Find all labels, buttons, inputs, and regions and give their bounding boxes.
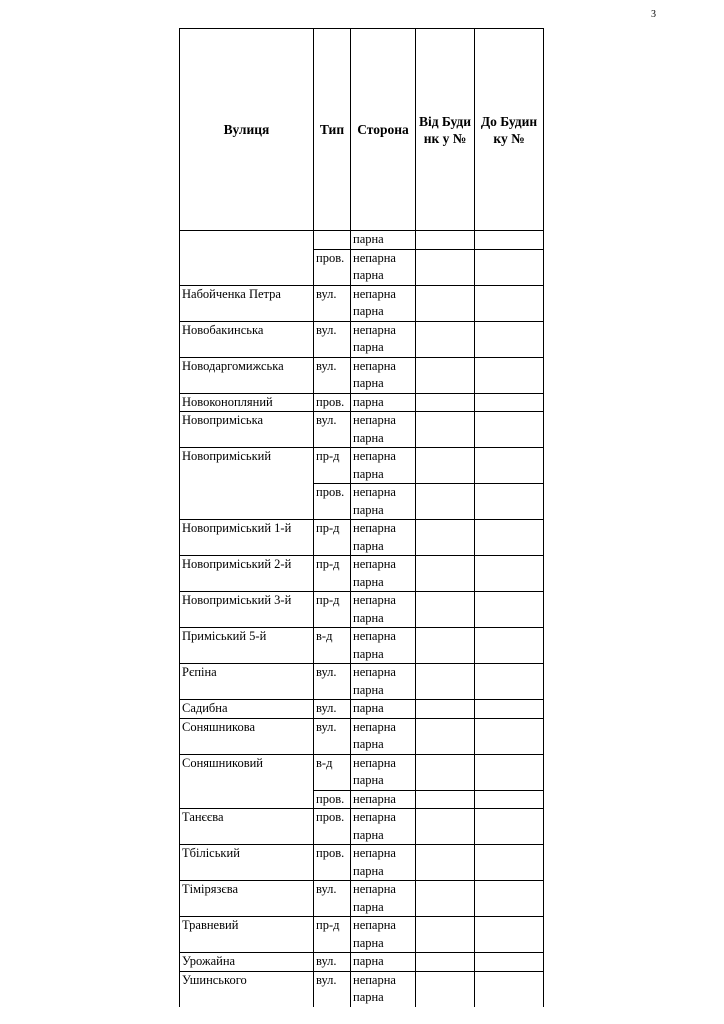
- header-from-house: Від Будинк у №: [416, 29, 475, 231]
- street-name-cell: Новоприміський 1-й: [180, 520, 314, 556]
- header-street: Вулиця: [180, 29, 314, 231]
- street-name-cell: Соняшниковий: [180, 754, 314, 790]
- side-value: непарна: [353, 972, 396, 987]
- table-row: [180, 520, 544, 556]
- street-type-cell: пр-д: [314, 520, 351, 556]
- side-value: парна: [353, 701, 384, 715]
- street-type-cell: вул.: [314, 357, 351, 393]
- to-house-cell: [475, 448, 544, 484]
- to-house-cell: [475, 592, 544, 628]
- side-value: непарна: [353, 791, 396, 806]
- table-row: [180, 249, 544, 285]
- side-value: парна: [353, 899, 384, 914]
- side-cell: [351, 971, 416, 1007]
- streets-table: [179, 28, 544, 1007]
- side-value: парна: [353, 954, 384, 968]
- side-value: парна: [353, 574, 384, 589]
- table-row: [180, 321, 544, 357]
- table-row: [180, 917, 544, 953]
- from-house-cell: [416, 809, 475, 845]
- street-name-cell: Новоприміський: [180, 448, 314, 484]
- from-house-cell: [416, 881, 475, 917]
- to-house-cell: [475, 917, 544, 953]
- side-value: парна: [353, 737, 384, 751]
- side-value: парна: [353, 863, 384, 878]
- side-cell: [351, 790, 416, 809]
- street-type-cell: вул.: [314, 971, 351, 1007]
- street-type-cell: пр-д: [314, 592, 351, 628]
- side-cell: [351, 718, 416, 754]
- from-house-cell: [416, 357, 475, 393]
- to-house-cell: [475, 700, 544, 719]
- side-value: непарна: [353, 485, 396, 499]
- from-house-cell: [416, 754, 475, 790]
- table-row: [180, 393, 544, 412]
- table-row: [180, 971, 544, 1007]
- side-value: непарна: [353, 629, 396, 643]
- table-row: [180, 592, 544, 628]
- side-cell: [351, 393, 416, 412]
- side-cell: [351, 249, 416, 285]
- table-row: [180, 754, 544, 790]
- page-number: 3: [651, 9, 656, 20]
- from-house-cell: [416, 249, 475, 285]
- street-type-cell: пров.: [314, 809, 351, 845]
- street-type-cell: вул.: [314, 321, 351, 357]
- to-house-cell: [475, 231, 544, 250]
- street-name-cell: Рєпіна: [180, 664, 314, 700]
- to-house-cell: [475, 809, 544, 845]
- street-name-cell: Новобакинська: [180, 321, 314, 357]
- side-value: непарна: [353, 918, 396, 932]
- side-cell: [351, 754, 416, 790]
- side-value: парна: [353, 268, 384, 282]
- street-name-cell: Тбіліський: [180, 845, 314, 881]
- from-house-cell: [416, 971, 475, 1007]
- to-house-cell: [475, 393, 544, 412]
- side-value: непарна: [353, 521, 396, 535]
- table-body: [180, 231, 544, 1007]
- side-value: парна: [353, 935, 384, 950]
- street-name-cell: Набойченка Петра: [180, 285, 314, 321]
- to-house-cell: [475, 285, 544, 321]
- side-value: непарна: [353, 882, 396, 896]
- side-value: парна: [353, 610, 384, 625]
- table-row: [180, 700, 544, 719]
- side-cell: [351, 809, 416, 845]
- table-row: [180, 556, 544, 592]
- side-value: парна: [353, 304, 384, 318]
- header-side: Сторона: [351, 29, 416, 231]
- side-cell: [351, 700, 416, 719]
- to-house-cell: [475, 628, 544, 664]
- street-name-cell: Новоприміська: [180, 412, 314, 448]
- street-name-cell: Приміський 5-й: [180, 628, 314, 664]
- side-value: непарна: [353, 593, 396, 607]
- to-house-cell: [475, 357, 544, 393]
- street-name-cell: Тімірязєва: [180, 881, 314, 917]
- to-house-cell: [475, 664, 544, 700]
- side-cell: [351, 664, 416, 700]
- header-row: [180, 29, 544, 231]
- side-cell: [351, 357, 416, 393]
- street-type-cell: вул.: [314, 664, 351, 700]
- street-type-cell: вул.: [314, 412, 351, 448]
- street-type-cell: пров.: [314, 845, 351, 881]
- side-value: непарна: [353, 755, 396, 770]
- from-house-cell: [416, 700, 475, 719]
- street-type-cell: пров.: [314, 249, 351, 285]
- street-type-cell: пров.: [314, 484, 351, 520]
- side-value: парна: [353, 502, 384, 517]
- from-house-cell: [416, 412, 475, 448]
- street-name-cell: Травневий: [180, 917, 314, 953]
- side-cell: [351, 917, 416, 953]
- table-row: [180, 790, 544, 809]
- to-house-cell: [475, 754, 544, 790]
- side-cell: [351, 628, 416, 664]
- from-house-cell: [416, 556, 475, 592]
- to-house-cell: [475, 718, 544, 754]
- to-house-cell: [475, 556, 544, 592]
- street-type-cell: в-д: [314, 628, 351, 664]
- street-name-cell: Новоконопляний: [180, 393, 314, 412]
- street-name-cell: Танєєва: [180, 809, 314, 845]
- from-house-cell: [416, 845, 475, 881]
- side-value: парна: [353, 773, 384, 787]
- from-house-cell: [416, 393, 475, 412]
- street-type-cell: пр-д: [314, 448, 351, 484]
- street-name-cell: [180, 484, 314, 520]
- from-house-cell: [416, 285, 475, 321]
- table-row: [180, 628, 544, 664]
- street-name-cell: Новодаргомижська: [180, 357, 314, 393]
- table-row: [180, 448, 544, 484]
- side-value: непарна: [353, 286, 396, 301]
- table-row: [180, 664, 544, 700]
- side-value: парна: [353, 990, 384, 1004]
- side-value: парна: [353, 340, 384, 354]
- side-value: парна: [353, 232, 384, 246]
- side-value: парна: [353, 538, 384, 553]
- side-value: парна: [353, 430, 384, 445]
- table-row: [180, 231, 544, 250]
- side-cell: [351, 285, 416, 321]
- side-cell: [351, 448, 416, 484]
- side-cell: [351, 231, 416, 250]
- table-row: [180, 953, 544, 972]
- side-value: непарна: [353, 719, 396, 734]
- side-cell: [351, 321, 416, 357]
- table-row: [180, 484, 544, 520]
- side-value: непарна: [353, 810, 396, 824]
- to-house-cell: [475, 953, 544, 972]
- street-name-cell: [180, 231, 314, 250]
- side-value: парна: [353, 376, 384, 390]
- to-house-cell: [475, 484, 544, 520]
- table-row: [180, 285, 544, 321]
- side-cell: [351, 484, 416, 520]
- street-type-cell: вул.: [314, 700, 351, 719]
- street-name-cell: Садибна: [180, 700, 314, 719]
- from-house-cell: [416, 790, 475, 809]
- header-type: Тип: [314, 29, 351, 231]
- to-house-cell: [475, 845, 544, 881]
- table-row: [180, 357, 544, 393]
- side-value: парна: [353, 682, 384, 697]
- from-house-cell: [416, 953, 475, 972]
- from-house-cell: [416, 484, 475, 520]
- from-house-cell: [416, 917, 475, 953]
- to-house-cell: [475, 790, 544, 809]
- from-house-cell: [416, 520, 475, 556]
- street-type-cell: вул.: [314, 881, 351, 917]
- street-name-cell: [180, 790, 314, 809]
- side-value: парна: [353, 466, 384, 481]
- side-value: непарна: [353, 449, 396, 463]
- to-house-cell: [475, 321, 544, 357]
- header-to-house: До Будинку №: [475, 29, 544, 231]
- from-house-cell: [416, 718, 475, 754]
- side-cell: [351, 520, 416, 556]
- street-type-cell: вул.: [314, 718, 351, 754]
- to-house-cell: [475, 412, 544, 448]
- from-house-cell: [416, 592, 475, 628]
- side-value: непарна: [353, 250, 396, 265]
- side-cell: [351, 412, 416, 448]
- side-cell: [351, 556, 416, 592]
- street-type-cell: вул.: [314, 285, 351, 321]
- side-cell: [351, 953, 416, 972]
- street-name-cell: Новоприміський 3-й: [180, 592, 314, 628]
- street-type-cell: пр-д: [314, 917, 351, 953]
- side-value: непарна: [353, 413, 396, 427]
- from-house-cell: [416, 448, 475, 484]
- street-type-cell: пров.: [314, 790, 351, 809]
- street-name-cell: Ушинського: [180, 971, 314, 1007]
- street-name-cell: Урожайна: [180, 953, 314, 972]
- table-row: [180, 845, 544, 881]
- from-house-cell: [416, 628, 475, 664]
- table-row: [180, 718, 544, 754]
- street-type-cell: [314, 231, 351, 250]
- street-type-cell: вул.: [314, 953, 351, 972]
- side-value: непарна: [353, 846, 396, 860]
- street-name-cell: Новоприміський 2-й: [180, 556, 314, 592]
- table-row: [180, 412, 544, 448]
- street-type-cell: пров.: [314, 393, 351, 412]
- side-value: непарна: [353, 665, 396, 679]
- to-house-cell: [475, 249, 544, 285]
- side-value: парна: [353, 827, 384, 842]
- to-house-cell: [475, 520, 544, 556]
- side-value: непарна: [353, 358, 396, 373]
- from-house-cell: [416, 664, 475, 700]
- to-house-cell: [475, 881, 544, 917]
- to-house-cell: [475, 971, 544, 1007]
- from-house-cell: [416, 321, 475, 357]
- from-house-cell: [416, 231, 475, 250]
- street-name-cell: [180, 249, 314, 285]
- street-name-cell: Соняшникова: [180, 718, 314, 754]
- side-cell: [351, 881, 416, 917]
- street-type-cell: в-д: [314, 754, 351, 790]
- street-type-cell: пр-д: [314, 556, 351, 592]
- table-row: [180, 881, 544, 917]
- side-value: непарна: [353, 322, 396, 337]
- side-value: непарна: [353, 557, 396, 571]
- side-value: парна: [353, 646, 384, 661]
- side-cell: [351, 592, 416, 628]
- table-row: [180, 809, 544, 845]
- side-value: парна: [353, 394, 384, 409]
- side-cell: [351, 845, 416, 881]
